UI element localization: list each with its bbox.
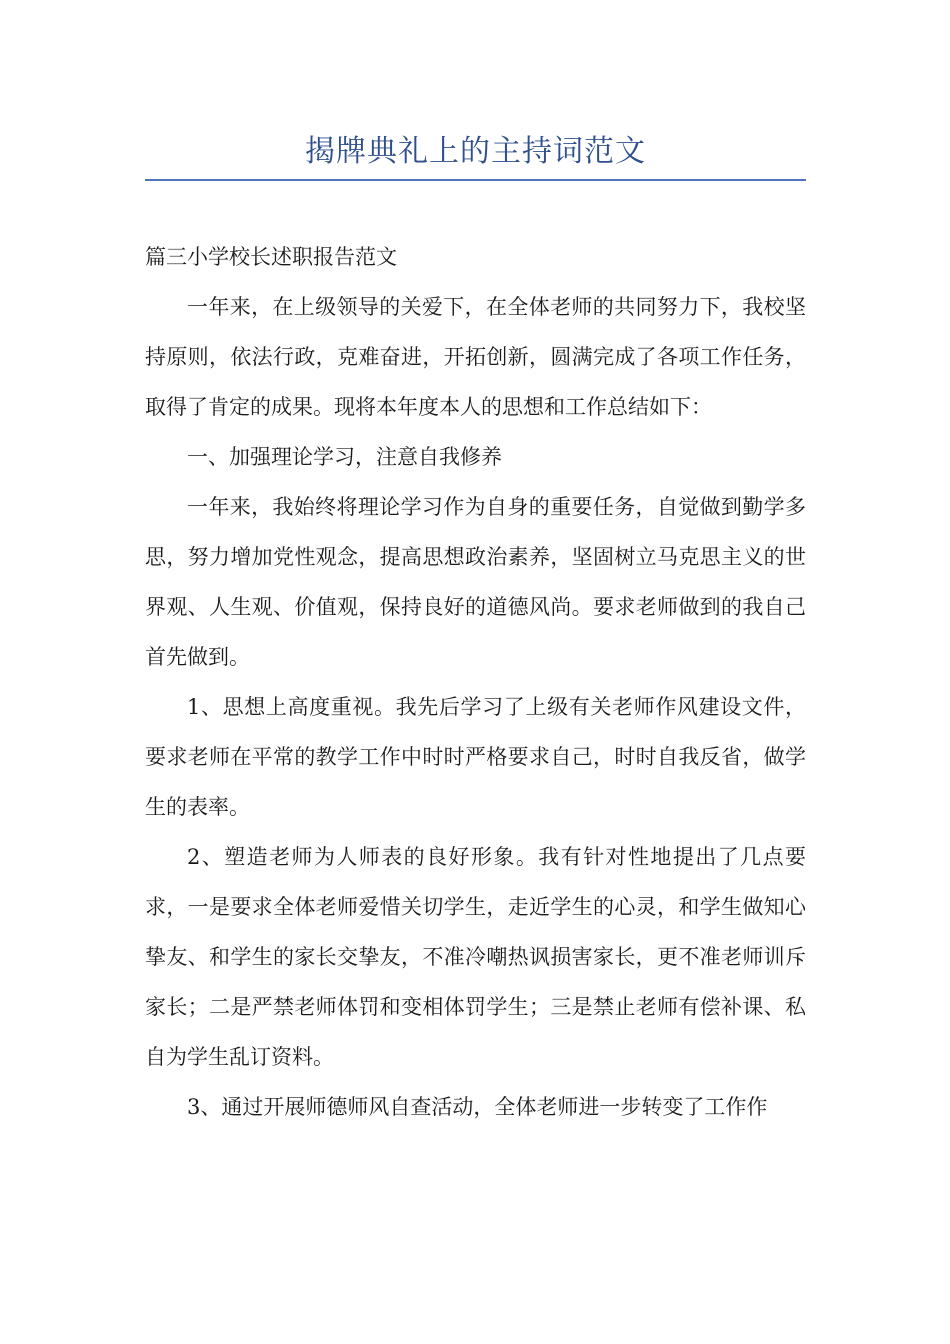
subheading-theory-study: 一、加强理论学习，注意自我修养	[187, 445, 502, 469]
list-item-2: 2、塑造老师为人师表的良好形象。我有针对性地提出了几点要求，一是要求全体老师爱惜关切学生，走近学生的心灵，和学生做知心挚友、和学生的家长交挚友，不准冷嘲热讽损害家长，更不准老师训斥家长；二是严禁老师体罚和变相体罚学生；三是禁止老师有偿补课、私自为学生乱订资料。	[145, 845, 806, 1069]
section-heading: 篇三小学校长述职报告范文	[145, 245, 397, 269]
list-item-3: 3、通过开展师德师风自查活动，全体老师进一步转变了工作作	[187, 1095, 768, 1119]
paragraph-intro: 一年来，在上级领导的关爱下，在全体老师的共同努力下，我校坚持原则，依法行政，克难奋进，开拓创新，圆满完成了各项工作任务，取得了肯定的成果。现将本年度本人的思想和工作总结如下：	[145, 295, 806, 419]
document-title: 揭牌典礼上的主持词范文	[305, 134, 646, 169]
list-item-1: 1、思想上高度重视。我先后学习了上级有关老师作风建设文件，要求老师在平常的教学工作中时时严格要求自己，时时自我反省，做学生的表率。	[145, 695, 806, 819]
paragraph-theory-study: 一年来，我始终将理论学习作为自身的重要任务，自觉做到勤学多思，努力增加党性观念，提高思想政治素养，坚固树立马克思主义的世界观、人生观、价值观，保持良好的道德风尚。要求老师做到的我自己首先做到。	[145, 495, 806, 669]
title-underline	[145, 179, 806, 181]
document-body	[145, 232, 806, 1132]
